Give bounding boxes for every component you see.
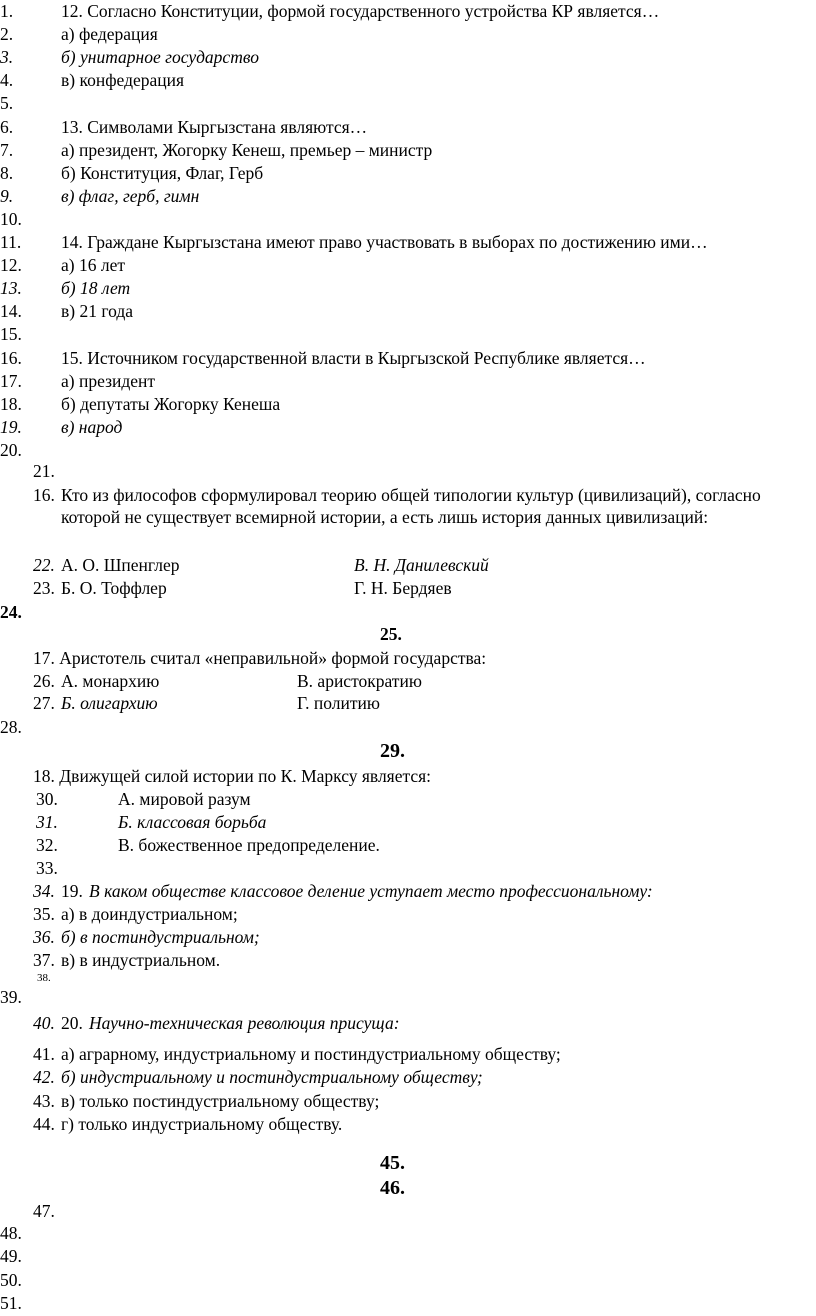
line-number: 34. (33, 881, 55, 901)
line-number: 22. (33, 555, 55, 575)
question-text: Кто из философов сформулировал теорию общей типологии культур (цивилизаций), согласно которой не существует всемирной истории, а есть лишь история данных цивилизаций: (61, 485, 761, 527)
answer-option: в) в индустриальном. (61, 950, 221, 970)
question-text: Научно-техническая революция присуща: (89, 1013, 400, 1033)
line-number: 23. (33, 578, 55, 598)
quiz-line-text: а) 16 лет (61, 255, 125, 275)
line-number: 36. (33, 927, 55, 947)
line-number: 18. (0, 394, 22, 414)
line-number: 38. (37, 972, 51, 984)
quiz-line-text: в) конфедерация (61, 70, 185, 90)
line-number: 39. (0, 987, 22, 1007)
answer-option: А. О. Шпенглер (61, 555, 180, 575)
question-text: 18. Движущей силой истории по К. Марксу является: (33, 766, 432, 786)
question-text: 17. Аристотель считал «неправильной» формой государства: (33, 648, 487, 668)
line-number: 48. (0, 1223, 22, 1243)
answer-option-correct: б) в постиндустриальном; (61, 927, 260, 947)
question-number: 19. (61, 881, 83, 901)
answer-option-correct: в) народ (61, 417, 123, 437)
answer-option: А. мировой разум (118, 789, 251, 809)
quiz-line-text: б) депутаты Жогорку Кенеша (61, 394, 281, 414)
quiz-line-text: 15. Источником государственной власти в Кыргызской Республике является… (61, 348, 646, 368)
line-number: 35. (33, 904, 55, 924)
line-number: 50. (0, 1270, 22, 1290)
answer-option: В. божественное предопределение. (118, 835, 380, 855)
answer-option-correct: б) индустриальному и постиндустриальному обществу; (61, 1067, 483, 1087)
line-number: 14. (0, 301, 22, 321)
line-number: 21. (33, 461, 55, 481)
answer-option-correct: б) унитарное государство (61, 47, 259, 67)
line-number: 44. (33, 1114, 55, 1134)
line-number: 5. (0, 93, 14, 113)
quiz-line-text: в) 21 года (61, 301, 133, 321)
answer-option-correct: В. Н. Данилевский (354, 555, 489, 575)
line-number: 32. (36, 835, 58, 855)
line-number: 24. (0, 602, 22, 622)
line-number: 25. (380, 624, 402, 644)
line-number: 40. (33, 1013, 55, 1033)
line-number: 15. (0, 324, 22, 344)
answer-option: а) аграрному, индустриальному и постиндустриальному обществу; (61, 1044, 561, 1064)
line-number: 1. (0, 1, 14, 21)
line-number: 12. (0, 255, 22, 275)
line-number: 20. (0, 440, 22, 460)
line-number: 26. (33, 671, 55, 691)
quiz-line-text: 14. Граждане Кыргызстана имеют право участвовать в выборах по достижению ими… (61, 232, 708, 252)
line-number: 43. (33, 1091, 55, 1111)
quiz-line-text: б) Конституция, Флаг, Герб (61, 163, 264, 183)
answer-option: г) только индустриальному обществу. (61, 1114, 343, 1134)
line-number: 46. (380, 1177, 405, 1199)
line-number: 7. (0, 140, 14, 160)
line-number: 13. (0, 278, 22, 298)
line-number: 3. (0, 47, 14, 67)
answer-option: а) в доиндустриальном; (61, 904, 238, 924)
line-number: 4. (0, 70, 14, 90)
line-number: 9. (0, 186, 14, 206)
line-number: 45. (380, 1152, 405, 1174)
question-number: 16. (33, 485, 55, 505)
line-number: 10. (0, 209, 22, 229)
answer-option: В. аристократию (297, 671, 422, 691)
line-number: 51. (0, 1293, 22, 1313)
line-number: 31. (36, 812, 58, 832)
line-number: 8. (0, 163, 14, 183)
line-number: 17. (0, 371, 22, 391)
answer-option: Г. политию (297, 693, 380, 713)
answer-option: Б. О. Тоффлер (61, 578, 167, 598)
line-number: 19. (0, 417, 22, 437)
line-number: 6. (0, 117, 14, 137)
line-number: 47. (33, 1201, 55, 1221)
answer-option: А. монархию (61, 671, 160, 691)
quiz-line-text: а) президент, Жогорку Кенеш, премьер – министр (61, 140, 433, 160)
line-number: 42. (33, 1067, 55, 1087)
answer-option-correct: Б. олигархию (61, 693, 158, 713)
line-number: 30. (36, 789, 58, 809)
line-number: 16. (0, 348, 22, 368)
line-number: 28. (0, 717, 22, 737)
quiz-line-text: 12. Согласно Конституции, формой государственного устройства КР является… (61, 1, 660, 21)
quiz-line-text: а) президент (61, 371, 156, 391)
line-number: 49. (0, 1246, 22, 1266)
answer-option-correct: в) флаг, герб, гимн (61, 186, 200, 206)
question-number: 20. (61, 1013, 83, 1033)
line-number: 37. (33, 950, 55, 970)
line-number: 27. (33, 693, 55, 713)
line-number: 29. (380, 740, 405, 762)
answer-option-correct: Б. классовая борьба (118, 812, 267, 832)
quiz-line-text: 13. Символами Кыргызстана являются… (61, 117, 368, 137)
line-number: 41. (33, 1044, 55, 1064)
answer-option: Г. Н. Бердяев (354, 578, 452, 598)
answer-option-correct: б) 18 лет (61, 278, 131, 298)
line-number: 11. (0, 232, 22, 252)
line-number: 33. (36, 858, 58, 878)
question-text: В каком обществе классовое деление уступает место профессиональному: (89, 881, 653, 901)
line-number: 2. (0, 24, 14, 44)
answer-option: в) только постиндустриальному обществу; (61, 1091, 380, 1111)
quiz-line-text: а) федерация (61, 24, 158, 44)
